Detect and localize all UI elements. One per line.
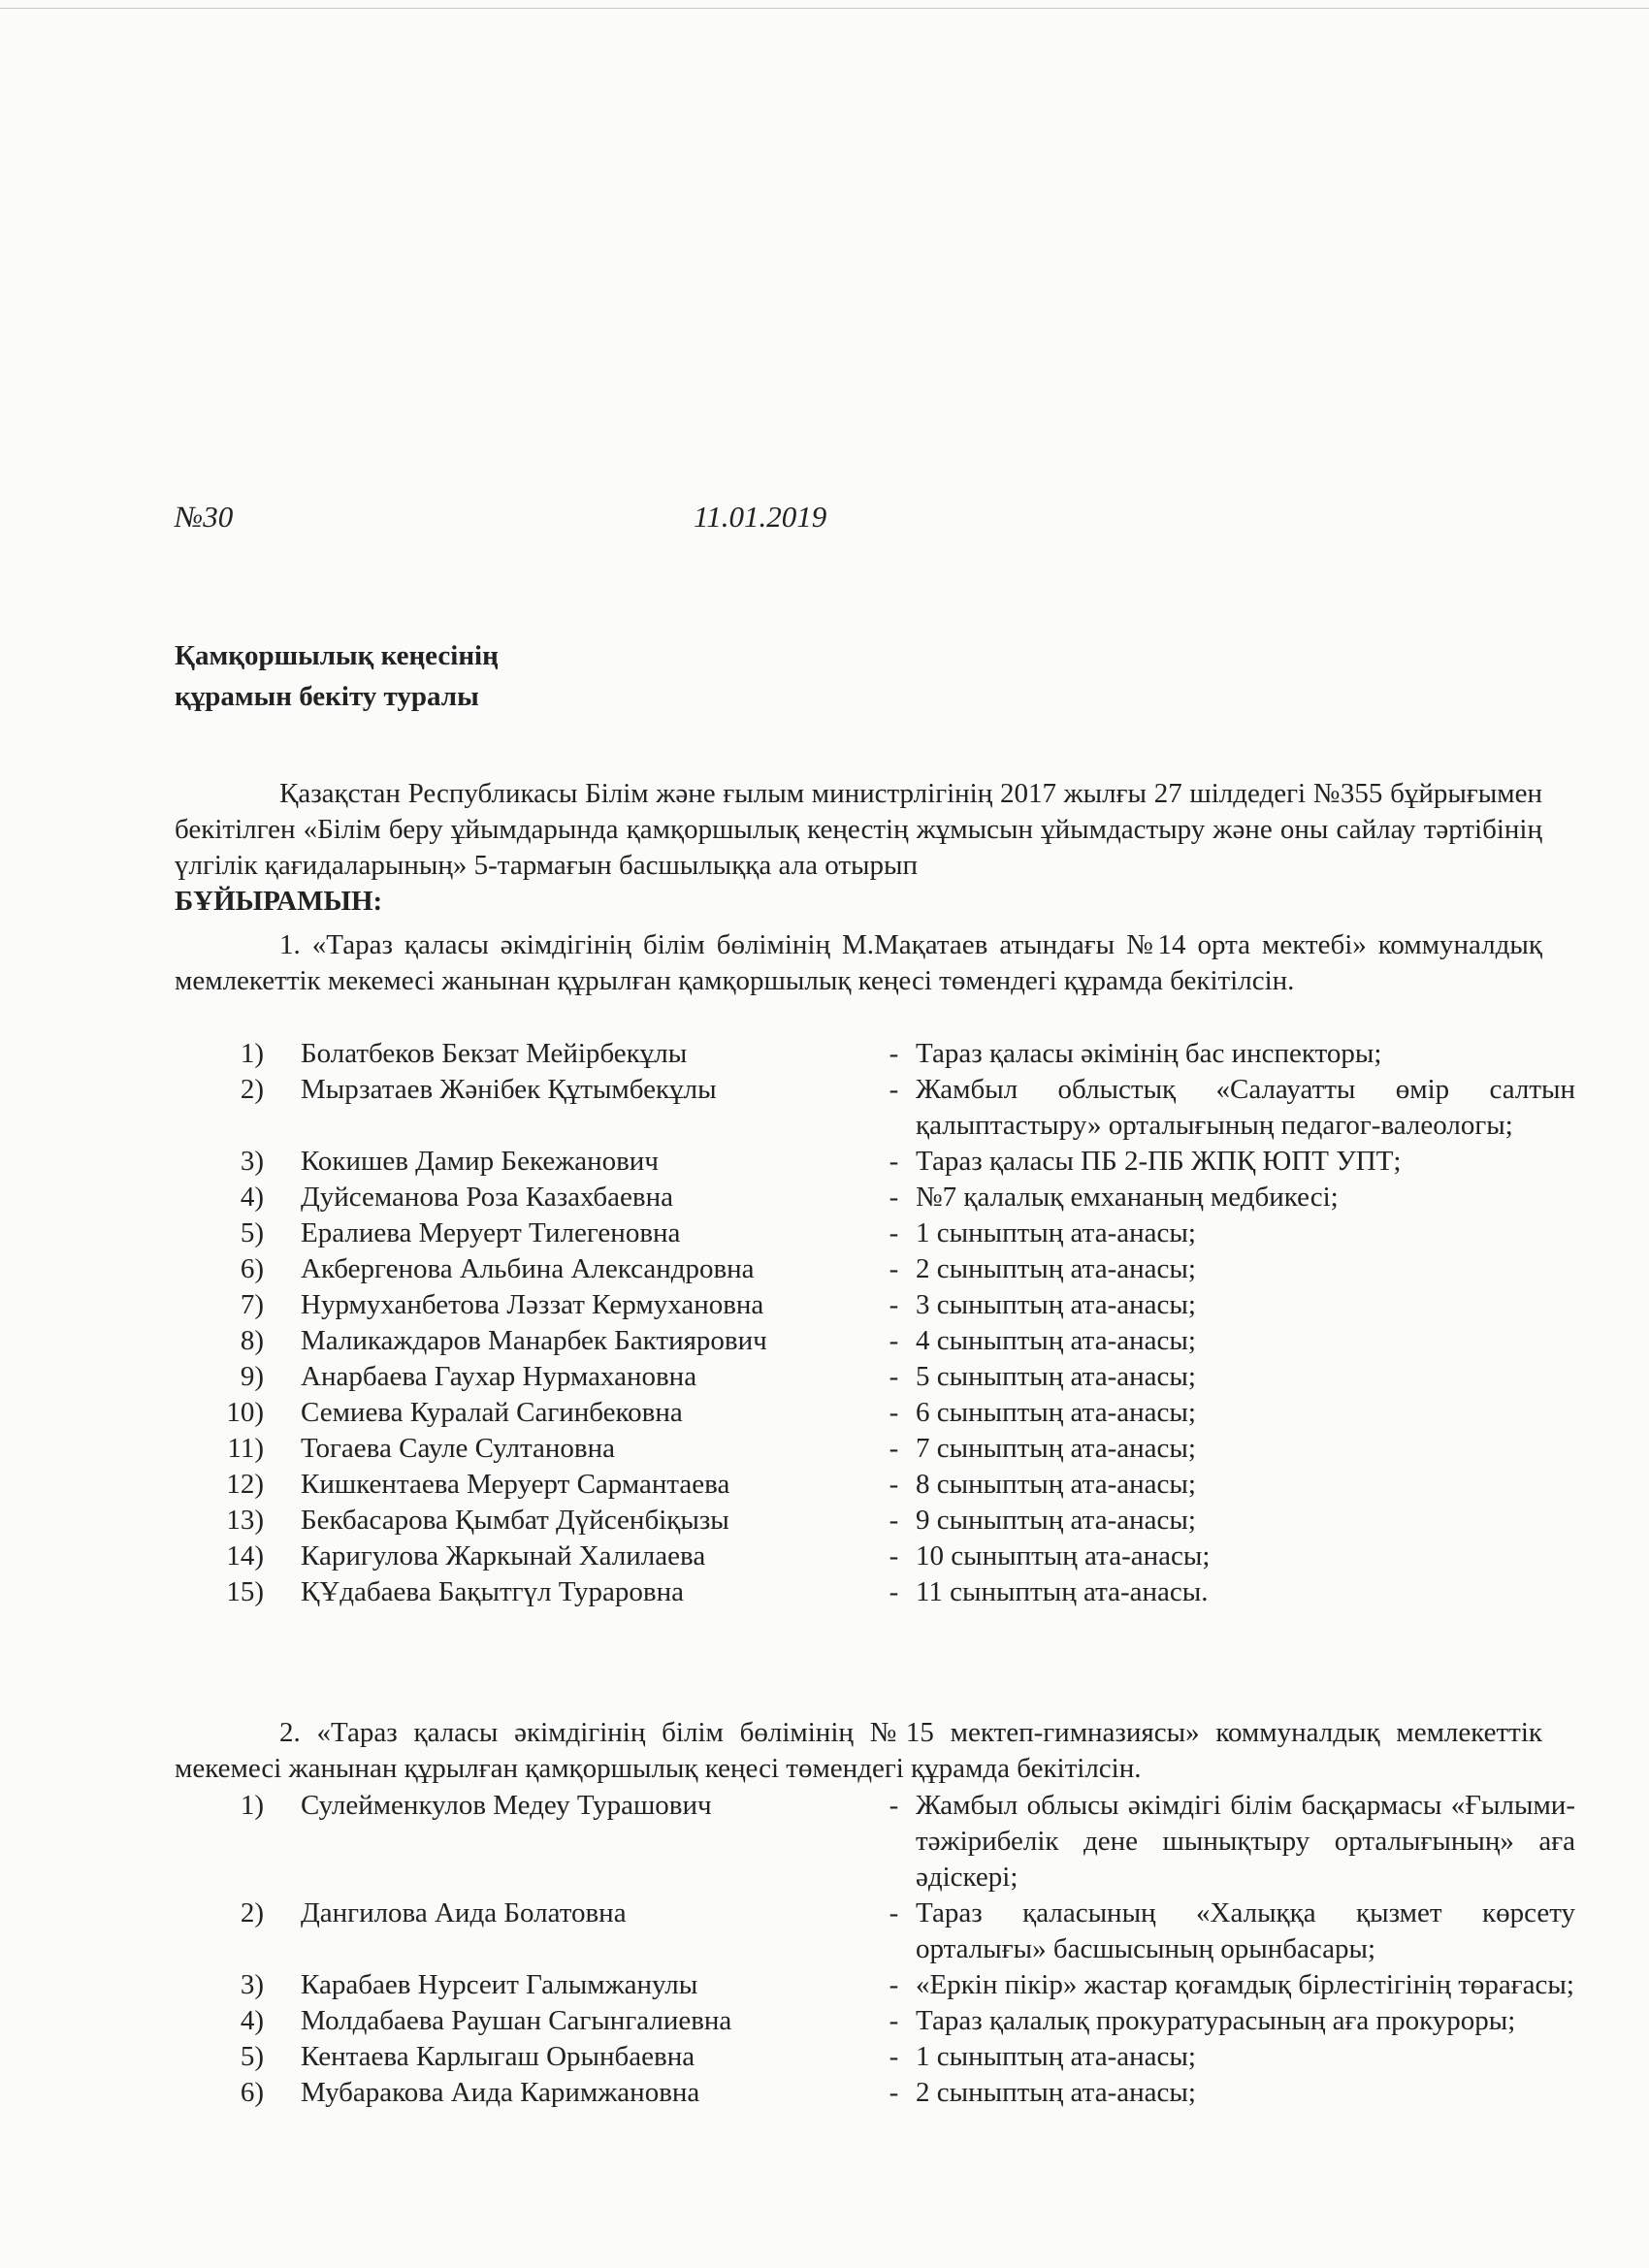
order-number: №30	[175, 500, 234, 534]
member-row	[175, 1967, 1574, 2003]
member-number: 10)	[226, 1397, 264, 1428]
title-line-2: құрамын бекіту туралы	[175, 681, 479, 712]
member-row	[175, 1287, 1542, 1323]
member-row	[175, 2075, 1542, 2111]
member-role: 7 сыныптың ата-анасы;	[916, 1433, 1196, 1464]
member-row	[175, 1359, 1542, 1395]
member-name: Ералиева Меруерт Тилегеновна	[301, 1217, 681, 1248]
member-name: Болатбеков Бекзат Мейірбекұлы	[301, 1038, 688, 1069]
member-role: Жамбыл облыстық «Салауатты өмір салтын қалыптастыру» орталығының педагог-валеологы;	[916, 1074, 1575, 1141]
member-name: Нурмуханбетова Ләззат Кермухановна	[301, 1289, 764, 1320]
member-role: 4 сыныптың ата-анасы;	[916, 1325, 1196, 1356]
member-role: «Еркін пікір» жастар қоғамдық бірлестігінің төрағасы;	[916, 1969, 1574, 2000]
member-number: 1)	[240, 1790, 264, 1821]
member-role: 8 сыныптың ата-анасы;	[916, 1469, 1196, 1500]
member-role: 9 сыныптың ата-анасы;	[916, 1505, 1196, 1536]
member-dash: -	[889, 1790, 899, 1821]
member-name: Кокишев Дамир Бекежанович	[301, 1146, 659, 1177]
member-role: Тараз қаласы әкімінің бас инспекторы;	[916, 1038, 1382, 1069]
member-role: №7 қалалық емхананың медбикесі;	[916, 1182, 1339, 1213]
member-role: Тараз қаласының «Халыққа қызмет көрсету орталығы» басшысының орынбасары;	[916, 1897, 1575, 1964]
member-name: Карабаев Нурсеит Галымжанулы	[301, 1969, 698, 2000]
member-number: 2)	[240, 1897, 264, 1928]
member-row	[175, 1215, 1542, 1251]
member-number: 4)	[240, 2005, 264, 2036]
section-1-heading: 1. «Тараз қаласы әкімдігінің білім бөлімінің М.Мақатаев атындағы №14 орта мектебі» коммуналдық мемлекеттік мекемесі жанынан құрылған қамқоршылық кеңесі төмендегі құрамда бекітілсін.	[175, 929, 1542, 996]
member-name: Мырзатаев Жәнібек Құтымбекұлы	[301, 1074, 717, 1105]
member-number: 14)	[226, 1540, 264, 1571]
member-number: 7)	[240, 1289, 264, 1320]
member-dash: -	[889, 1325, 899, 1356]
member-row	[175, 1072, 1575, 1144]
section-2-members	[175, 1788, 1575, 2111]
member-name: Акбергенова Альбина Александровна	[301, 1253, 755, 1284]
order-word: БҰЙЫРАМЫН:	[175, 886, 383, 917]
member-role: Тараз қалалық прокуратурасының аға прокуроры;	[916, 2005, 1516, 2036]
member-name: Сулейменкулов Медеу Турашович	[301, 1790, 712, 1821]
member-dash: -	[889, 1146, 899, 1177]
member-row	[175, 1036, 1542, 1072]
member-name: Каригулова Жаркынай Халилаева	[301, 1540, 706, 1571]
member-row	[175, 1144, 1542, 1180]
member-name: Мубаракова Аида Каримжановна	[301, 2077, 700, 2108]
member-role: Жамбыл облысы әкімдігі білім басқармасы «Ғылыми-тәжірибелік дене шынықтыру орталығының» аға әдіскері;	[916, 1790, 1575, 1893]
member-role: 3 сыныптың ата-анасы;	[916, 1289, 1196, 1320]
member-dash: -	[889, 1469, 899, 1500]
member-name: Кентаева Карлыгаш Орынбаевна	[301, 2041, 695, 2072]
title-line-1: Қамқоршылық кеңесінің	[175, 640, 499, 671]
member-row	[175, 2039, 1542, 2075]
intro-paragraph	[175, 776, 1542, 920]
member-number: 9)	[240, 1361, 264, 1392]
member-name: Кишкентаева Меруерт Сармантаева	[301, 1469, 730, 1500]
member-number: 8)	[240, 1325, 264, 1356]
member-role: 1 сыныптың ата-анасы;	[916, 1217, 1196, 1248]
member-number: 11)	[227, 1433, 264, 1464]
member-row	[175, 1539, 1542, 1574]
member-role: 1 сыныптың ата-анасы;	[916, 2041, 1196, 2072]
section-1-members	[175, 1036, 1575, 1610]
member-dash: -	[889, 1505, 899, 1536]
member-row	[175, 1574, 1542, 1610]
member-name: Дангилова Аида Болатовна	[301, 1897, 627, 1928]
member-number: 2)	[240, 1074, 264, 1105]
member-number: 5)	[240, 1217, 264, 1248]
member-row	[175, 1395, 1542, 1431]
member-dash: -	[889, 1361, 899, 1392]
member-number: 6)	[240, 2077, 264, 2108]
member-name: Бекбасарова Қымбат Дүйсенбіқызы	[301, 1505, 729, 1536]
intro-text: Қазақстан Республикасы Білім және ғылым министрлігінің 2017 жылғы 27 шілдедегі №355 бұйрығымен бекітілген «Білім беру ұйымдарында қамқоршылық кеңестің жұмысын ұйымдастыру және оны сайлау тәртібінің үлгілік қағидаларының» 5-тармағын басшылыққа ала отырып	[175, 778, 1542, 881]
scan-top-border	[0, 8, 1649, 9]
member-row	[175, 1323, 1542, 1359]
member-name: Молдабаева Раушан Сагынгалиевна	[301, 2005, 732, 2036]
member-dash: -	[889, 1433, 899, 1464]
member-dash: -	[889, 1289, 899, 1320]
order-date: 11.01.2019	[694, 500, 827, 534]
member-row	[175, 1180, 1542, 1215]
member-name: ҚҰдабаева Бақытгүл Тураровна	[301, 1576, 684, 1607]
member-row	[175, 1251, 1542, 1287]
member-role: 10 сыныптың ата-анасы;	[916, 1540, 1211, 1571]
member-dash: -	[889, 1253, 899, 1284]
member-role: 2 сыныптың ата-анасы;	[916, 1253, 1196, 1284]
member-role: Тараз қаласы ПБ 2-ПБ ЖПҚ ЮПТ УПТ;	[916, 1146, 1402, 1177]
member-dash: -	[889, 2005, 899, 2036]
member-number: 3)	[240, 1969, 264, 2000]
member-dash: -	[889, 1397, 899, 1428]
member-dash: -	[889, 1038, 899, 1069]
member-number: 3)	[240, 1146, 264, 1177]
member-role: 5 сыныптың ата-анасы;	[916, 1361, 1196, 1392]
member-row	[175, 1431, 1542, 1467]
member-name: Анарбаева Гаухар Нурмахановна	[301, 1361, 697, 1392]
member-row	[175, 1895, 1575, 1967]
member-number: 6)	[240, 1253, 264, 1284]
member-row	[175, 1503, 1542, 1539]
member-dash: -	[889, 1217, 899, 1248]
member-number: 13)	[226, 1505, 264, 1536]
member-dash: -	[889, 1897, 899, 1928]
member-dash: -	[889, 1969, 899, 2000]
member-row	[175, 1467, 1542, 1503]
member-number: 4)	[240, 1182, 264, 1213]
member-name: Дуйсеманова Роза Казахбаевна	[301, 1182, 673, 1213]
section-2-heading: 2. «Тараз қаласы әкімдігінің білім бөлімінің №15 мектеп-гимназиясы» коммуналдық мемлекеттік мекемесі жанынан құрылған қамқоршылық кеңесі төмендегі құрамда бекітілсін.	[175, 1717, 1542, 1784]
member-row	[175, 2003, 1542, 2039]
member-name: Семиева Куралай Сагинбековна	[301, 1397, 683, 1428]
member-dash: -	[889, 1576, 899, 1607]
member-role: 2 сыныптың ата-анасы;	[916, 2077, 1196, 2108]
member-role: 6 сыныптың ата-анасы;	[916, 1397, 1196, 1428]
member-number: 12)	[226, 1469, 264, 1500]
member-dash: -	[889, 1540, 899, 1571]
document-title	[175, 635, 499, 717]
member-name: Маликаждаров Манарбек Бактиярович	[301, 1325, 767, 1356]
member-number: 15)	[226, 1576, 264, 1607]
member-dash: -	[889, 2041, 899, 2072]
member-dash: -	[889, 1074, 899, 1105]
member-number: 5)	[240, 2041, 264, 2072]
member-dash: -	[889, 2077, 899, 2108]
member-name: Тогаева Сауле Султановна	[301, 1433, 615, 1464]
member-row	[175, 1788, 1575, 1895]
member-role: 11 сыныптың ата-анасы.	[916, 1576, 1209, 1607]
member-number: 1)	[240, 1038, 264, 1069]
member-dash: -	[889, 1182, 899, 1213]
